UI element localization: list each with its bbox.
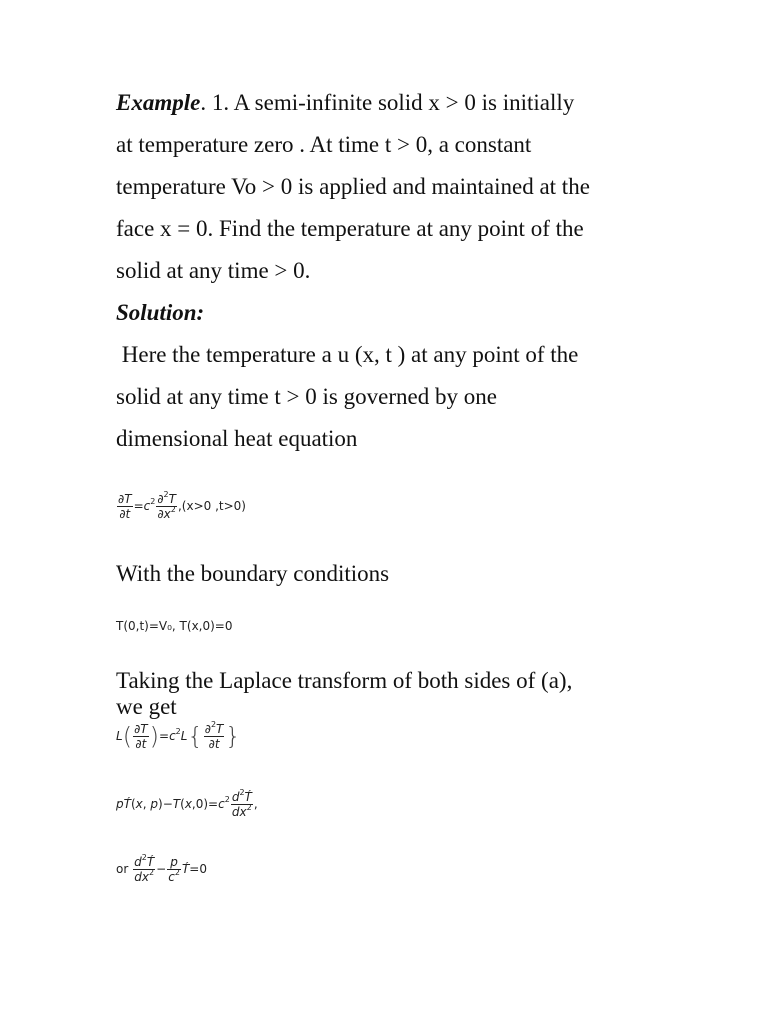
solution-paragraph	[116, 292, 676, 460]
boundary-text: With the boundary conditions	[116, 561, 390, 586]
heat-domain-condition: ,(x>0 ,t>0)	[177, 499, 246, 513]
example-line-1: Example. 1. A semi-infinite solid x > 0 is initially	[116, 90, 575, 115]
laplace-text-line-1: Taking the Laplace transform of both sides of (a),	[116, 668, 573, 693]
example-line-2: at temperature zero . At time t > 0, a constant	[116, 132, 532, 157]
solution-label: Solution:	[116, 300, 205, 325]
solution-line-1: Here the temperature a u (x, t ) at any point of the	[116, 342, 579, 367]
transformed-equation: pT́(x, $p)-T(x,0)=c^2$ $\frac{d^2T́}{dx^2}$ ,	[116, 788, 258, 819]
heat-equation: $\frac{\partial T}{\partial t}$ $=c^2$ $\frac{\partial^2T}{\partial x^2}$ ,(x>0 ,t>0)	[118, 490, 246, 521]
laplace-text-line-2: we get	[116, 694, 177, 719]
example-paragraph	[116, 82, 676, 292]
d2T-dx2-fraction: $\frac{\partial^2T}{\partial x^2}$	[157, 490, 176, 521]
example-label: Example	[116, 90, 201, 115]
boundary-equation: T(0,t)=V₀, T(x,0)=0	[116, 619, 233, 633]
solution-line-2: solid at any time t > 0 is governed by one	[116, 384, 497, 409]
solution-line-3: dimensional heat equation	[116, 426, 358, 451]
dT-dt-fraction: $\frac{\partial T}{\partial t}$	[118, 492, 132, 521]
example-line-3: temperature Vo > 0 is applied and maintained at the	[116, 174, 590, 199]
example-line-4: face x = 0. Find the temperature at any point of the	[116, 216, 584, 241]
or-label: or	[116, 862, 129, 876]
ode-equation: or $\frac{d^2T́}{dx^2}$ − $\frac{p}{c^2}$ T́=0	[116, 853, 207, 884]
example-line-5: solid at any time > 0.	[116, 258, 311, 283]
laplace-equation: L( $\frac{\partial T}{\partial t}$ )$=c^2L${ $\frac{\partial^2T}{\partial t}$ }	[116, 720, 241, 751]
